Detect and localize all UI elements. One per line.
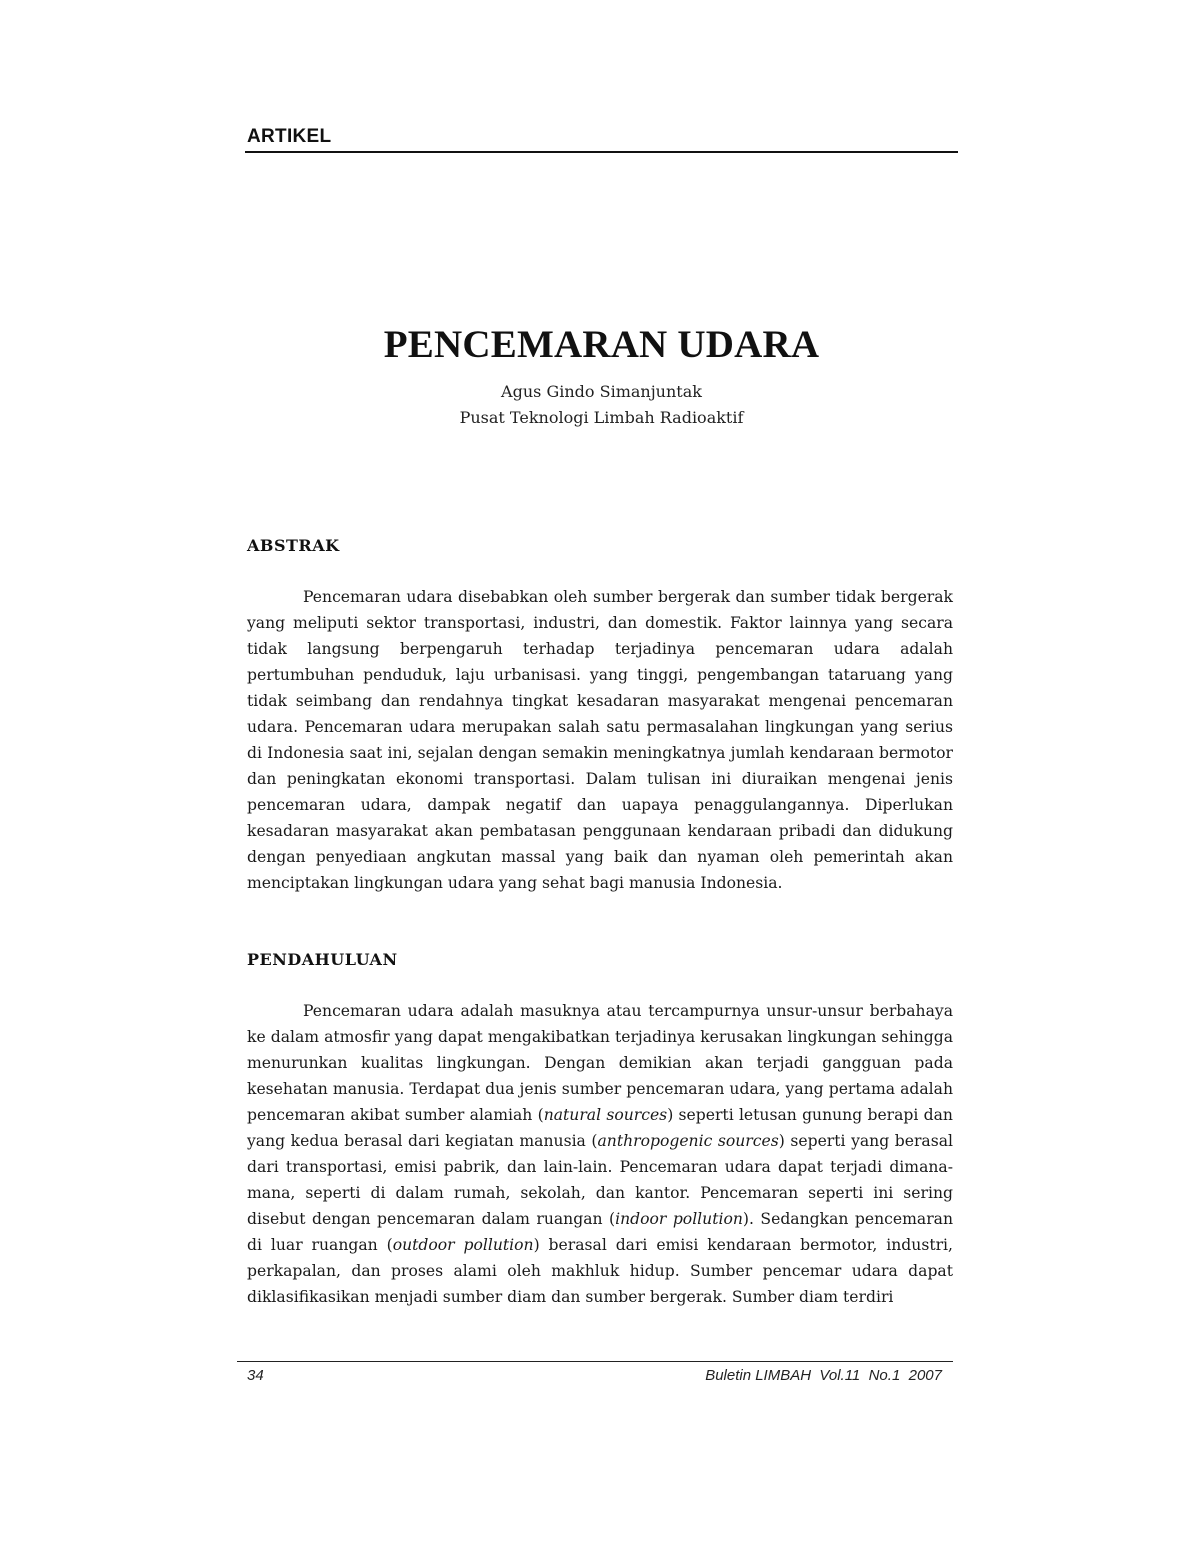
- section-label: ARTIKEL: [247, 126, 332, 147]
- abstract-heading: ABSTRAK: [247, 536, 340, 555]
- intro-text-segment: Pencemaran udara adalah masuknya atau tercampurnya unsur-unsur berbahaya ke dalam atmosfir yang dapat mengakibatkan terjadinya kerusakan lingkungan sehingga menurunkan kualitas lingkungan. Dengan demikian akan terjadi gangguan pada kesehatan manusia. Terdapat dua jenis sumber pencemaran udara, yang pertama adalah pencemaran akibat sumber alamiah (: [247, 1002, 953, 1124]
- footer-rule: [237, 1361, 953, 1362]
- intro-text-segment: ) seperti letusan gunung berapi dan yang kedua berasal dari kegiatan manusia (: [247, 1106, 953, 1150]
- author-name: Agus Gindo Simanjuntak: [501, 382, 702, 401]
- intro-text-segment: ). Sedangkan pencemaran di luar ruangan (: [247, 1210, 953, 1254]
- intro-text-segment: ) berasal dari emisi kendaraan bermotor, industri, perkapalan, dan proses alami oleh makhluk hidup. Sumber pencemar udara dapat diklasifikasikan menjadi sumber diam dan sumber bergerak. Sumber diam terdiri: [247, 1236, 953, 1306]
- intro-italic-term: natural sources: [543, 1106, 668, 1124]
- intro-italic-term: outdoor pollution: [392, 1236, 534, 1254]
- journal-citation: Buletin LIMBAH Vol.11 No.1 2007: [705, 1367, 942, 1384]
- intro-italic-term: anthropogenic sources: [597, 1132, 779, 1150]
- header-rule: [245, 151, 958, 153]
- introduction-paragraph: [247, 998, 953, 1310]
- abstract-paragraph: Pencemaran udara disebabkan oleh sumber bergerak dan sumber tidak bergerak yang meliputi sektor transportasi, industri, dan domestik. Faktor lainnya yang secara tidak langsung berpengaruh terhadap terjadinya pencemaran udara adalah pertumbuhan penduduk, laju urbanisasi. yang tinggi, pengembangan tataruang yang tidak seimbang dan rendahnya tingkat kesadaran masyarakat mengenai pencemaran udara. Pencemaran udara merupakan salah satu permasalahan lingkungan yang serius di Indonesia saat ini, sejalan dengan semakin meningkatnya jumlah kendaraan bermotor dan peningkatan ekonomi transportasi. Dalam tulisan ini diuraikan mengenai jenis pencemaran udara, dampak negatif dan uapaya penaggulangannya. Diperlukan kesadaran masyarakat akan pembatasan penggunaan kendaraan pribadi dan didukung dengan penyediaan angkutan massal yang baik dan nyaman oleh pemerintah akan menciptakan lingkungan udara yang sehat bagi manusia Indonesia.: [247, 588, 953, 892]
- intro-italic-term: indoor pollution: [615, 1210, 743, 1228]
- author-affiliation: Pusat Teknologi Limbah Radioaktif: [459, 408, 744, 427]
- introduction-heading: PENDAHULUAN: [247, 950, 398, 969]
- intro-text-segment: ) seperti yang berasal dari transportasi, emisi pabrik, dan lain-lain. Pencemaran udara dapat terjadi dimana-mana, seperti di dalam rumah, sekolah, dan kantor. Pencemaran seperti ini sering disebut dengan pencemaran dalam ruangan (: [247, 1132, 953, 1228]
- page-number: 34: [247, 1367, 264, 1384]
- article-title: PENCEMARAN UDARA: [383, 323, 820, 366]
